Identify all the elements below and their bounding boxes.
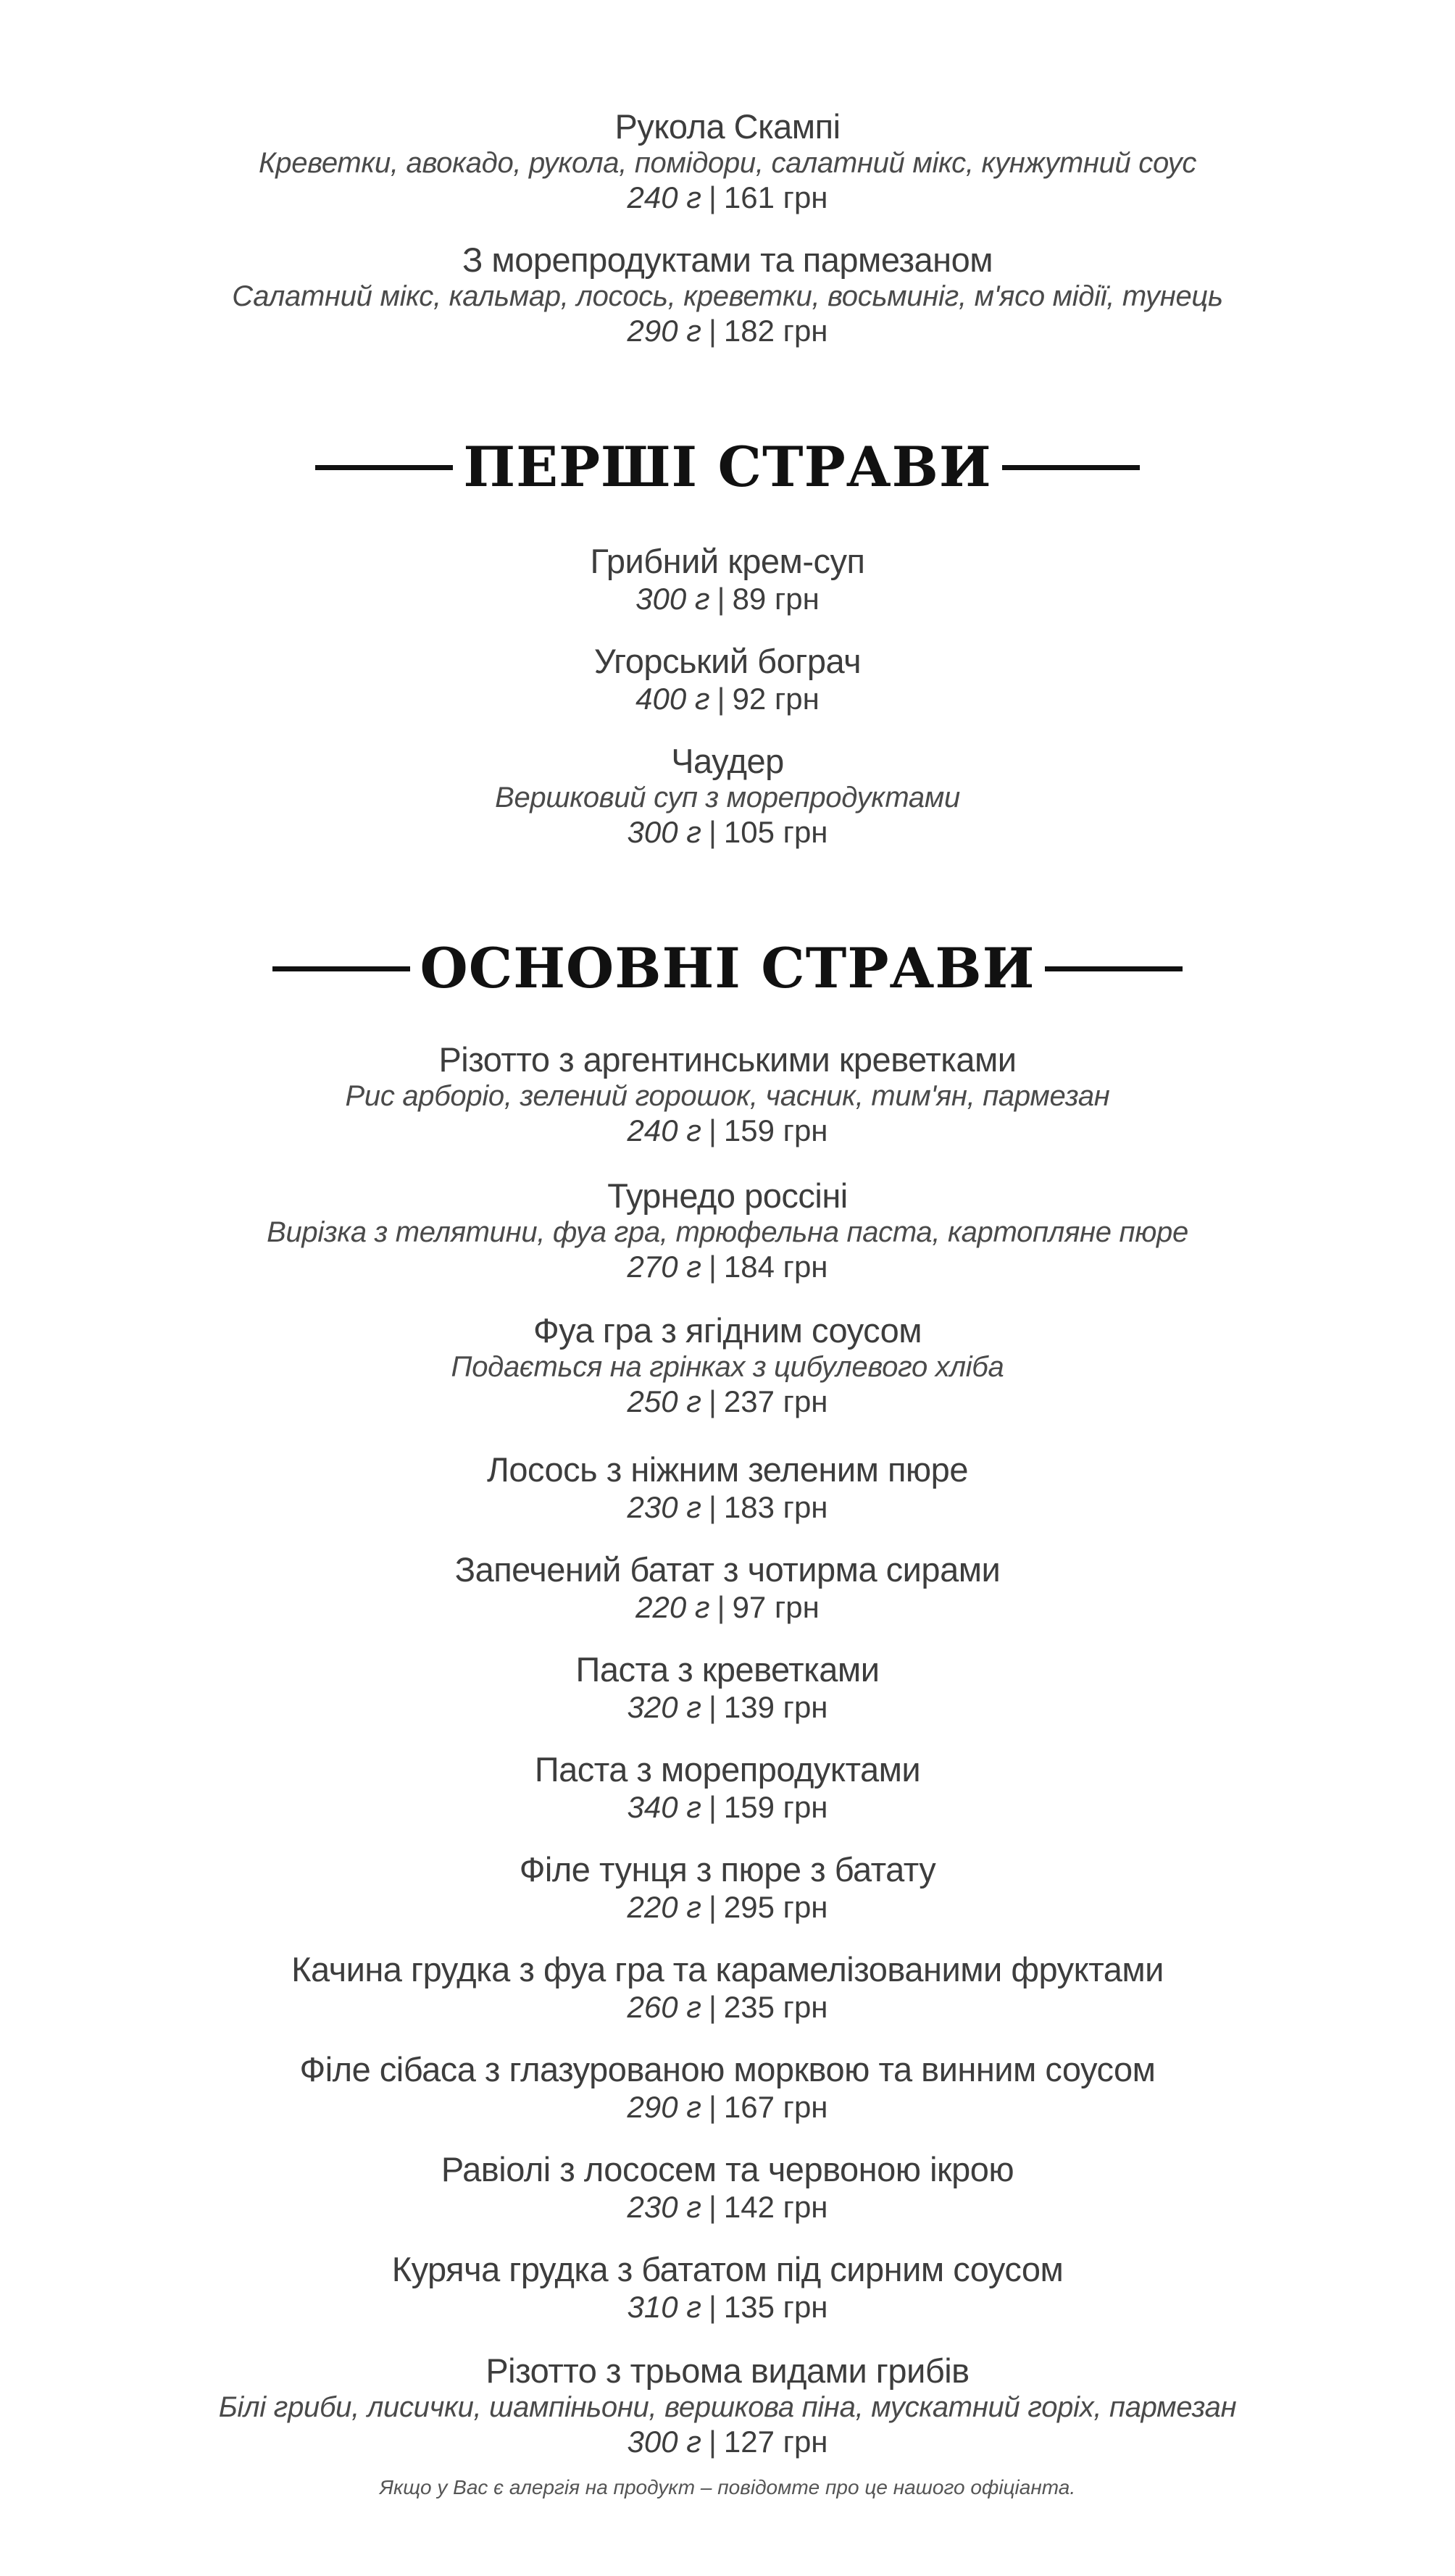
dish-description: Подається на грінках з цибулевого хліба xyxy=(451,1351,1004,1383)
dish-weight: 320 г xyxy=(627,1690,701,1724)
separator: | xyxy=(708,1113,717,1147)
dish-meta xyxy=(0,1689,1455,1726)
dish-weight: 290 г xyxy=(627,2090,701,2124)
dish-weight: 300 г xyxy=(627,815,701,849)
menu-item-foie-gras xyxy=(0,1311,1455,1420)
dish-price: 97 грн xyxy=(732,1590,820,1624)
dish-price: 184 грн xyxy=(723,1250,828,1284)
dish-name: Качина грудка з фуа гра та карамелізованими фруктами xyxy=(291,1950,1164,1989)
dish-weight: 240 г xyxy=(627,180,701,214)
menu-item-chowder xyxy=(0,742,1455,850)
dish-description: Білі гриби, лисички, шампіньони, вершкова піна, мускатний горіх, пармезан xyxy=(218,2391,1237,2423)
section-rule-right xyxy=(1002,465,1140,470)
dish-name: Різотто з трьома видами грибів xyxy=(485,2351,970,2390)
dish-price: 105 грн xyxy=(723,815,828,849)
separator: | xyxy=(708,1384,717,1418)
dish-price: 235 грн xyxy=(723,1990,828,2024)
separator: | xyxy=(717,1590,725,1624)
dish-weight: 400 г xyxy=(635,682,710,716)
separator: | xyxy=(708,1250,717,1284)
menu-item-mushroom-soup xyxy=(0,542,1455,617)
separator: | xyxy=(708,2190,717,2224)
separator: | xyxy=(708,2425,717,2459)
dish-weight: 270 г xyxy=(627,1250,701,1284)
section-rule-left xyxy=(315,465,453,470)
dish-meta xyxy=(0,2289,1455,2325)
dish-name: Чаудер xyxy=(671,742,784,780)
dish-weight: 240 г xyxy=(627,1113,701,1147)
menu-item-risotto-mushrooms xyxy=(0,2351,1455,2460)
dish-price: 139 грн xyxy=(723,1690,828,1724)
dish-price: 135 грн xyxy=(723,2290,828,2324)
dish-weight: 260 г xyxy=(627,1990,701,2024)
dish-name: Куряча грудка з бататом під сирним соусом xyxy=(391,2250,1064,2288)
dish-price: 183 грн xyxy=(723,1490,828,1524)
dish-meta xyxy=(0,1249,1455,1285)
menu-item-duck xyxy=(0,1950,1455,2025)
section-title: ОСНОВНІ СТРАВИ xyxy=(420,936,1035,1000)
menu-item-rukola-scampi xyxy=(0,107,1455,216)
dish-meta xyxy=(0,1789,1455,1826)
dish-name: Турнедо россіні xyxy=(607,1176,848,1215)
dish-price: 142 грн xyxy=(723,2190,828,2224)
separator: | xyxy=(708,314,717,348)
separator: | xyxy=(708,2090,717,2124)
dish-meta xyxy=(0,180,1455,216)
dish-name: Лосось з ніжним зеленим пюре xyxy=(487,1450,968,1489)
menu-item-ravioli xyxy=(0,2150,1455,2225)
dish-name: З морепродуктами та пармезаном xyxy=(462,241,993,279)
dish-meta xyxy=(0,1489,1455,1526)
dish-weight: 300 г xyxy=(627,2425,701,2459)
separator: | xyxy=(708,1790,717,1824)
dish-meta xyxy=(0,313,1455,349)
dish-meta xyxy=(0,814,1455,850)
separator: | xyxy=(708,180,717,214)
dish-price: 182 грн xyxy=(723,314,828,348)
separator: | xyxy=(708,1890,717,1924)
dish-meta xyxy=(0,1889,1455,1925)
dish-name: Філе сібаса з глазурованою морквою та винним соусом xyxy=(299,2050,1156,2088)
dish-meta xyxy=(0,2189,1455,2225)
dish-name: Грибний крем-суп xyxy=(590,542,865,580)
menu-item-pasta-shrimp xyxy=(0,1650,1455,1726)
menu-item-tuna xyxy=(0,1850,1455,1925)
dish-name: Філе тунця з пюре з батату xyxy=(519,1850,936,1889)
menu-item-risotto-shrimp xyxy=(0,1040,1455,1149)
separator: | xyxy=(708,1990,717,2024)
menu-item-bograch xyxy=(0,642,1455,717)
separator: | xyxy=(717,682,725,716)
dish-price: 167 грн xyxy=(723,2090,828,2124)
menu-item-sweet-potato xyxy=(0,1550,1455,1626)
dish-weight: 220 г xyxy=(627,1890,701,1924)
dish-description: Креветки, авокадо, рукола, помідори, салатний мікс, кунжутний соус xyxy=(258,147,1197,179)
dish-price: 159 грн xyxy=(723,1113,828,1147)
section-header-first-courses xyxy=(0,431,1455,503)
dish-meta xyxy=(0,681,1455,717)
dish-meta xyxy=(0,1113,1455,1149)
dish-price: 127 грн xyxy=(723,2425,828,2459)
dish-name: Равіолі з лососем та червоною ікрою xyxy=(441,2150,1014,2188)
dish-weight: 230 г xyxy=(627,2190,701,2224)
dish-price: 89 грн xyxy=(732,582,820,616)
dish-meta xyxy=(0,1989,1455,2025)
dish-name: Паста з креветками xyxy=(575,1650,880,1689)
separator: | xyxy=(708,1490,717,1524)
dish-description: Салатний мікс, кальмар, лосось, креветки, восьминіг, м'ясо мідії, тунець xyxy=(232,280,1223,312)
dish-meta xyxy=(0,581,1455,617)
dish-name: Різотто з аргентинськими креветками xyxy=(438,1040,1017,1079)
menu-item-seabass xyxy=(0,2050,1455,2125)
menu-item-salmon xyxy=(0,1450,1455,1526)
separator: | xyxy=(708,1690,717,1724)
separator: | xyxy=(708,815,717,849)
allergy-note: Якщо у Вас є алергія на продукт – повідомте про це нашого офіціанта. xyxy=(379,2476,1076,2498)
menu-item-pasta-seafood xyxy=(0,1750,1455,1826)
section-title: ПЕРШІ СТРАВИ xyxy=(463,435,992,499)
menu-item-seafood-parmesan xyxy=(0,241,1455,349)
section-header-main-courses xyxy=(0,932,1455,1005)
dish-name: Угорський бограч xyxy=(593,642,862,680)
dish-meta xyxy=(0,2424,1455,2460)
menu-item-tournedos xyxy=(0,1176,1455,1285)
dish-weight: 300 г xyxy=(635,582,710,616)
dish-weight: 290 г xyxy=(627,314,701,348)
dish-description: Вирізка з телятини, фуа гра, трюфельна паста, картопляне пюре xyxy=(267,1216,1188,1248)
dish-meta xyxy=(0,1384,1455,1420)
dish-weight: 220 г xyxy=(635,1590,710,1624)
dish-name: Паста з морепродуктами xyxy=(534,1750,921,1789)
dish-description: Рис арборіо, зелений горошок, часник, тим'ян, пармезан xyxy=(345,1080,1110,1112)
dish-name: Запечений батат з чотирма сирами xyxy=(454,1550,1001,1589)
menu-item-chicken xyxy=(0,2250,1455,2325)
dish-weight: 250 г xyxy=(627,1384,701,1418)
dish-price: 237 грн xyxy=(723,1384,828,1418)
dish-price: 159 грн xyxy=(723,1790,828,1824)
section-rule-right xyxy=(1045,966,1183,971)
dish-description: Вершковий суп з морепродуктами xyxy=(495,782,960,814)
dish-price: 295 грн xyxy=(723,1890,828,1924)
dish-name: Рукола Скампі xyxy=(614,107,841,146)
separator: | xyxy=(717,582,725,616)
section-rule-left xyxy=(272,966,410,971)
dish-weight: 310 г xyxy=(627,2290,701,2324)
dish-weight: 230 г xyxy=(627,1490,701,1524)
dish-name: Фуа гра з ягідним соусом xyxy=(533,1311,922,1350)
dish-meta xyxy=(0,2089,1455,2125)
dish-price: 92 грн xyxy=(732,682,820,716)
dish-weight: 340 г xyxy=(627,1790,701,1824)
dish-meta xyxy=(0,1589,1455,1626)
dish-price: 161 грн xyxy=(723,180,828,214)
separator: | xyxy=(708,2290,717,2324)
